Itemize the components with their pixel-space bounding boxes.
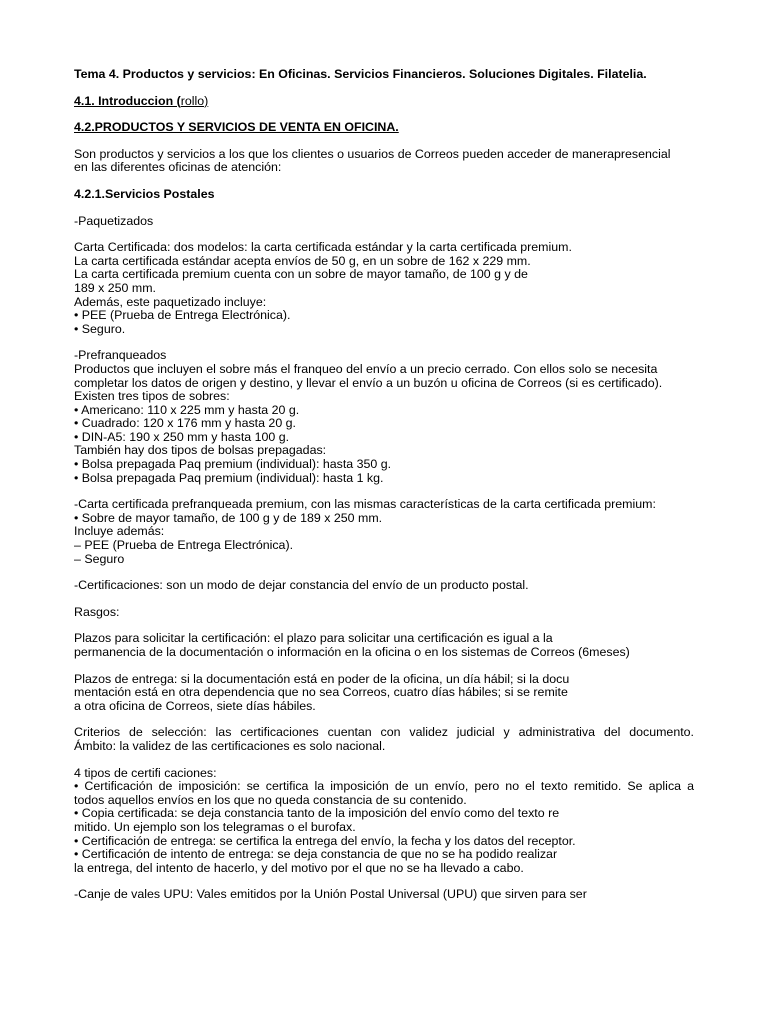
- intro-line-2: en las diferentes oficinas de atención:: [74, 160, 282, 175]
- prefranqueados-line: También hay dos tipos de bolsas prepagadas:: [74, 443, 327, 458]
- tipos-line: • Certificación de intento de entrega: se deja constancia de que no se ha podido realizar: [74, 847, 558, 862]
- prefranqueados-line: -Prefranqueados: [74, 348, 167, 363]
- paquetizados-line: Carta Certificada: dos modelos: la carta certificada estándar y la carta certificada premium.: [74, 240, 572, 255]
- prefranqueados-line: • Cuadrado: 120 x 176 mm y hasta 20 g.: [74, 416, 296, 431]
- prefranqueados-line: Existen tres tipos de sobres:: [74, 389, 230, 404]
- prefranqueados-line: completar los datos de origen y destino, y llevar el envío a un buzón u oficina de Correos (si es certificado).: [74, 375, 663, 390]
- paquetizados-line: 189 x 250 mm.: [74, 280, 156, 295]
- section-4-2-heading: 4.2.PRODUCTOS Y SERVICIOS DE VENTA EN OFICINA.: [74, 120, 399, 135]
- plazos-entrega-line: a otra oficina de Correos, siete días hábiles.: [74, 698, 316, 713]
- rasgos-label: Rasgos:: [74, 604, 120, 619]
- certificaciones-line: -Certificaciones: son un modo de dejar constancia del envío de un producto postal.: [74, 578, 529, 593]
- tipos-line: • Certificación de imposición: se certifica la imposición de un envío, pero no el texto remitido. Se aplica a: [74, 779, 694, 794]
- plazos-entrega-line: Plazos de entrega: si la documentación está en poder de la oficina, un día hábil; si la docu: [74, 671, 570, 686]
- tipos-line: todos aquellos envíos en los que no queda constancia de su contenido.: [74, 792, 467, 807]
- paquetizados-line: La carta certificada premium cuenta con un sobre de mayor tamaño, de 100 g y de: [74, 267, 528, 282]
- prefranqueados-line: • DIN-A5: 190 x 250 mm y hasta 100 g.: [74, 429, 290, 444]
- plazos-solicitar-line: Plazos para solicitar la certificación: el plazo para solicitar una certificación es igual a la: [74, 631, 553, 646]
- tipos-line: la entrega, del intento de hacerlo, y del motivo por el que no se ha llevado a cabo.: [74, 860, 524, 875]
- carta-premium-line: Incluye además:: [74, 524, 165, 539]
- prefranqueados-line: • Bolsa prepagada Paq premium (individual): hasta 350 g.: [74, 457, 392, 472]
- carta-premium-line: • Sobre de mayor tamaño, de 100 g y de 189 x 250 mm.: [74, 510, 383, 525]
- prefranqueados-line: • Americano: 110 x 225 mm y hasta 20 g.: [74, 402, 300, 417]
- section-4-1-heading: 4.1. Introduccion (rollo): [74, 93, 209, 108]
- document-title: Tema 4. Productos y servicios: En Oficinas. Servicios Financieros. Soluciones Digitales. Filatelia.: [74, 67, 647, 81]
- paquetizados-line: • PEE (Prueba de Entrega Electrónica).: [74, 308, 291, 323]
- prefranqueados-line: • Bolsa prepagada Paq premium (individual): hasta 1 kg.: [74, 470, 384, 485]
- carta-premium-line: -Carta certificada prefranqueada premium, con las mismas características de la carta certificada premium:: [74, 497, 656, 512]
- plazos-solicitar-line: permanencia de la documentación o información en la oficina o en los sistemas de Correos (6meses): [74, 645, 630, 659]
- document-body: [74, 68, 694, 902]
- ambito-line: Ámbito: la validez de las certificaciones es solo nacional.: [74, 738, 386, 753]
- paquetizados-line: • Seguro.: [74, 321, 126, 336]
- tipos-line: 4 tipos de certifi caciones:: [74, 765, 217, 780]
- carta-premium-line: – PEE (Prueba de Entrega Electrónica).: [74, 538, 294, 553]
- carta-premium-line: – Seguro: [74, 551, 125, 566]
- canje-line: -Canje de vales UPU: Vales emitidos por la Unión Postal Universal (UPU) que sirven para ser: [74, 887, 587, 902]
- tipos-line: mitido. Un ejemplo son los telegramas o el burofax.: [74, 819, 356, 834]
- paquetizados-line: Además, este paquetizado incluye:: [74, 294, 267, 309]
- tipos-line: • Copia certificada: se deja constancia tanto de la imposición del envío como del texto re: [74, 806, 560, 821]
- prefranqueados-line: Productos que incluyen el sobre más el franqueo del envío a un precio cerrado. Con ellos solo se necesita: [74, 361, 658, 376]
- paquetizados-line: La carta certificada estándar acepta envíos de 50 g, en un sobre de 162 x 229 mm.: [74, 253, 531, 268]
- criterios-line: Criterios de selección: las certificaciones cuentan con validez judicial y administrativa del documento.: [74, 725, 694, 740]
- plazos-entrega-line: mentación está en otra dependencia que no sea Correos, cuatro días hábiles; si se remite: [74, 685, 568, 700]
- paquetizados-label: -Paquetizados: [74, 213, 154, 228]
- section-4-2-1-heading: 4.2.1.Servicios Postales: [74, 186, 215, 201]
- intro-line-1: Son productos y servicios a los que los clientes o usuarios de Correos pueden acceder de manerapresencial: [74, 146, 671, 161]
- tipos-line: • Certificación de entrega: se certifica la entrega del envío, la fecha y los datos del receptor.: [74, 833, 576, 848]
